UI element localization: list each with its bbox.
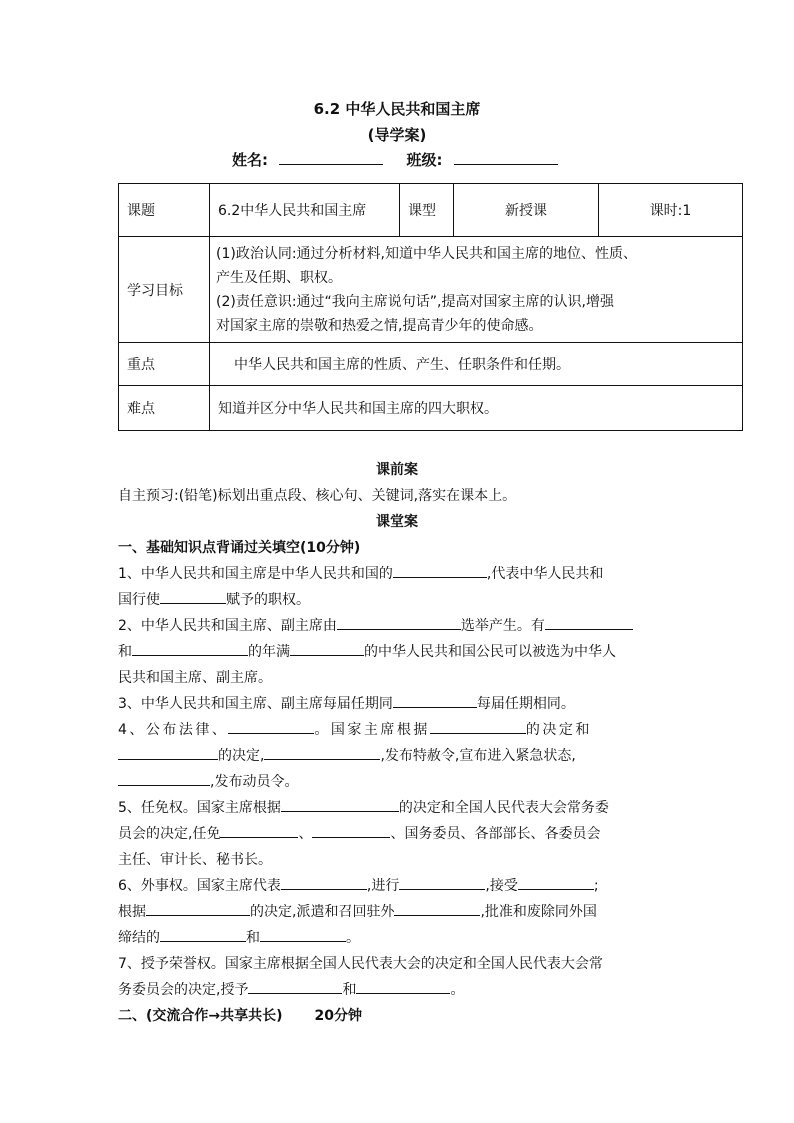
question-6-line-2: 根据 的决定,派遣和召回驻外 ,批准和废除同外国 (118, 904, 597, 920)
fill-blank[interactable] (260, 928, 346, 942)
preclass-heading: 课前案 (376, 462, 418, 478)
part2-time: 20分钟 (314, 1008, 363, 1024)
fill-blank[interactable] (146, 902, 250, 916)
fill-blank[interactable] (312, 824, 390, 838)
question-5-line-3: 主任、审计长、秘书长。 (118, 852, 272, 868)
doc-subtitle: (导学案) (367, 126, 427, 144)
question-1-line-1: 1、中华人民共和国主席是中华人民共和国的 ,代表中华人民共和 (118, 566, 604, 582)
question-6-line-3: 缔结的 和 。 (118, 930, 360, 946)
type-label: 课型 (400, 184, 454, 237)
fill-blank[interactable] (281, 798, 399, 812)
topic-label: 课题 (119, 184, 210, 237)
name-label: 姓名: (232, 151, 268, 169)
question-1-line-2: 国行使 赋予的职权。 (118, 592, 310, 608)
question-2-line-1: 2、中华人民共和国主席、副主席由 选举产生。有 (118, 615, 678, 635)
fill-blank[interactable] (160, 590, 226, 604)
question-7-line-1: 7、授予荣誉权。国家主席根据全国人民代表大会的决定和全国人民代表大会常 (118, 956, 603, 972)
fill-blank[interactable] (281, 876, 367, 890)
question-2-line-2: 和 的年满 的中华人民共和国公民可以被选为中华人 (118, 644, 616, 660)
table-row-topic (119, 184, 743, 237)
table-row-goals (119, 237, 743, 343)
fill-blank[interactable] (393, 564, 487, 578)
preclass-text: 自主预习:(铅笔)标划出重点段、核心句、关键词,落实在课本上。 (118, 488, 517, 504)
type-value: 新授课 (454, 184, 599, 237)
question-5-line-2: 员会的决定,任免 、 、国务委员、各部部长、各委员会 (118, 826, 601, 842)
name-class-row (232, 149, 558, 170)
goal-line: 对国家主席的崇敬和热爱之情,提高青少年的使命感。 (216, 317, 543, 334)
difficulty-value: 知道并区分中华人民共和国主席的四大职权。 (210, 386, 743, 431)
fill-blank[interactable] (545, 616, 633, 630)
key-label: 重点 (119, 343, 210, 386)
table-row-difficulty (119, 386, 743, 431)
question-4-line-3: ,发布动员令。 (118, 771, 678, 791)
goals-label: 学习目标 (119, 237, 210, 343)
table-row-key (119, 343, 743, 386)
fill-blank[interactable] (290, 642, 364, 656)
fill-blank[interactable] (337, 616, 461, 630)
fill-blank[interactable] (118, 746, 218, 760)
question-2-line-3: 民共和国主席、副主席。 (118, 670, 272, 686)
class-label: 班级: (406, 151, 443, 169)
fill-blank[interactable] (393, 694, 477, 708)
inclass-heading: 课堂案 (376, 514, 418, 530)
fill-blank[interactable] (132, 642, 248, 656)
difficulty-label: 难点 (119, 386, 210, 431)
part2-heading: 二、(交流合作→共享共长) 20分钟 (118, 1008, 363, 1024)
class-hours: 课时:1 (599, 184, 743, 237)
doc-title: 6.2 中华人民共和国主席 (313, 100, 481, 118)
topic-value: 6.2中华人民共和国主席 (210, 184, 400, 237)
name-blank[interactable] (279, 150, 383, 165)
question-4-line-1: 4、公布法律、 。国家主席根据 的决定和 (118, 722, 592, 738)
fill-blank[interactable] (394, 902, 480, 916)
fill-blank[interactable] (399, 876, 485, 890)
goal-line: (2)责任意识:通过“我向主席说句话”,提高对国家主席的认识,增强 (216, 293, 614, 310)
class-blank[interactable] (454, 150, 558, 165)
fill-blank[interactable] (518, 876, 594, 890)
part1-heading: 一、基础知识点背诵过关填空(10分钟) (118, 540, 361, 556)
question-3-line-1: 3、中华人民共和国主席、副主席每届任期同 每届任期相同。 (118, 696, 575, 712)
goals-content (210, 237, 743, 343)
question-7-line-2: 务委员会的决定,授予 和 。 (118, 982, 465, 998)
fill-blank[interactable] (430, 720, 526, 734)
goal-line: 产生及任期、职权。 (216, 269, 342, 286)
fill-blank[interactable] (118, 772, 210, 786)
question-5-line-1: 5、任免权。国家主席根据 的决定和全国人民代表大会常务委 (118, 800, 609, 816)
fill-blank[interactable] (264, 746, 380, 760)
goal-line: (1)政治认同:通过分析材料,知道中华人民共和国主席的地位、性质、 (216, 245, 637, 262)
fill-blank[interactable] (160, 928, 246, 942)
key-value: 中华人民共和国主席的性质、产生、任职条件和任期。 (210, 343, 743, 386)
fill-blank[interactable] (248, 980, 342, 994)
question-6-line-1: 6、外事权。国家主席代表 ,进行 ,接受 ; (118, 878, 599, 894)
fill-blank[interactable] (228, 720, 314, 734)
fill-blank[interactable] (220, 824, 298, 838)
fill-blank[interactable] (356, 980, 450, 994)
question-4-line-2: 的决定, ,发布特赦令,宣布进入紧急状态, (118, 745, 678, 765)
lesson-info-table (118, 183, 743, 431)
